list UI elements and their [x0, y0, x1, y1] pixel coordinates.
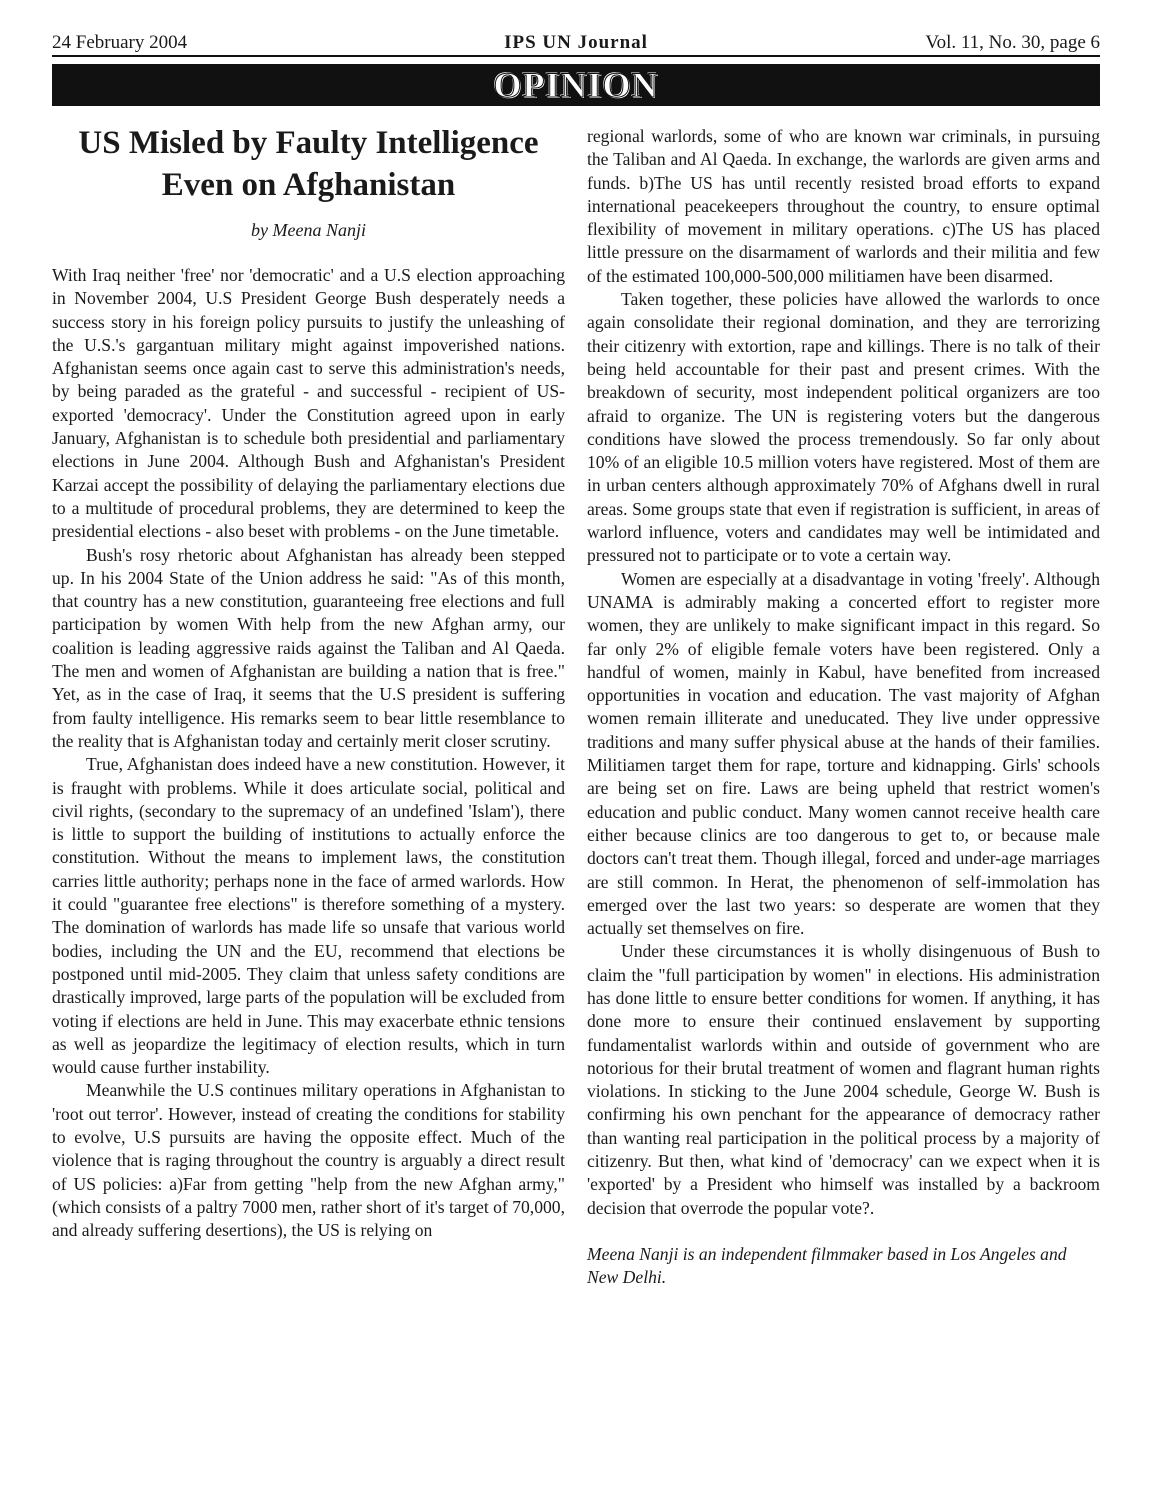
- left-column: [52, 264, 565, 1242]
- right-column: [587, 125, 1100, 1290]
- paragraph: Under these circumstances it is wholly disingenuous of Bush to claim the "full participation by women" in elections. His administration has done little to ensure better conditions for women. If anything, it has done more to ensure their continued enslavement by supporting fundamentalist warlords within and outside of government who are notorious for their brutal treatment of women and flagrant human rights violations. In sticking to the June 2004 schedule, George W. Bush is confirming his own penchant for the appearance of democracy rather than wanting real participation in the political process by a majority of citizenry. But then, what kind of 'democracy' can we expect when it is 'exported' by a President who himself was installed by a backroom decision that overrode the popular vote?.: [587, 941, 1100, 1218]
- issue-date: 24 February 2004: [52, 32, 188, 53]
- paragraph: Women are especially at a disadvantage in voting 'freely'. Although UNAMA is admirably making a concerted effort to register more women, they are unlikely to make significant impact in this regard. So far only 2% of eligible female voters have been registered. Only a handful of women, mainly in Kabul, have benefited from increased opportunities in vocation and education. The vast majority of Afghan women remain illiterate and uneducated. They live under oppressive traditions and many suffer physical abuse at the hands of their families. Militiamen target them for rape, torture and kidnapping. Girls' schools are being set on fire. Laws are being upheld that restrict women's education and public conduct. Many women cannot receive health care either because clinics are too dangerous to get to, or because male doctors can't treat them. Though illegal, forced and under-age marriages are still common. In Herat, the phenomenon of self-immolation has emerged over the last two years: so desperate are women that they actually set themselves on fire.: [587, 568, 1100, 939]
- paragraph: Meanwhile the U.S continues military operations in Afghanistan to 'root out terror'. However, instead of creating the conditions for stability to evolve, U.S pursuits are having the opposite effect. Much of the violence that is raging throughout the country is arguably a direct result of US policies: a)Far from getting "help from the new Afghan army," (which consists of a paltry 7000 men, rather short of it's target of 70,000, and already suffering desertions), the US is relying on: [52, 1080, 565, 1241]
- paragraph: regional warlords, some of who are known war criminals, in pursuing the Taliban and Al Qaeda. In exchange, the warlords are given arms and funds. b)The US has until recently resisted broad efforts to expand international peacekeepers throughout the country, to ensure optimal flexibility of movement in military operations. c)The US has placed little pressure on the disarmament of warlords and their militia and few of the estimated 100,000-500,000 militiamen have been disarmed.: [587, 126, 1100, 286]
- paragraph: Taken together, these policies have allowed the warlords to once again consolidate their regional domination, and they are terrorizing their citizenry with extortion, rape and killings. There is no talk of their being held accountable for their past and present crimes. With the breakdown of security, most independent political organizers are too afraid to organize. The UN is registering voters but the dangerous conditions have slowed the process tremendously. So far only about 10% of an eligible 10.5 million voters have registered. Most of them are in urban centers although approximately 70% of Afghans dwell in rural areas. Some groups state that even if registration is sufficient, in areas of warlord influence, voters and candidates may well be intimidated and pressured not to participate or to vote a certain way.: [587, 289, 1100, 566]
- journal-title: IPS UN Journal: [504, 32, 648, 53]
- author-bio: Meena Nanji is an independent filmmaker based in Los Angeles and New Delhi.: [587, 1243, 1067, 1288]
- header-rule: [52, 55, 1100, 57]
- page-header: [52, 30, 1100, 56]
- section-title: OPINION: [493, 65, 659, 105]
- paragraph: With Iraq neither 'free' nor 'democratic' and a U.S election approaching in November 2004, U.S President George Bush desperately needs a success story in his foreign policy pursuits to justify the unleashing of the U.S.'s gargantuan military might against impoverished nations. Afghanistan seems once again cast to serve this administration's needs, by being paraded as the grateful - and successful - recipient of US-exported 'democracy'. Under the Constitution agreed upon in early January, Afghanistan is to schedule both presidential and parliamentary elections in June 2004. Although Bush and Afghanistan's President Karzai accept the possibility of delaying the parliamentary elections due to a multitude of procedural problems, they are determined to keep the presidential elections - also beset with problems - on the June timetable.: [52, 265, 565, 542]
- paragraph: True, Afghanistan does indeed have a new constitution. However, it is fraught with problems. While it does articulate social, political and civil rights, (secondary to the supremacy of an undefined 'Islam'), there is little to support the building of institutions to actually enforce the constitution. Without the means to implement laws, the constitution carries little authority; perhaps none in the face of armed warlords. How it could "guarantee free elections" is therefore something of a mystery. The domination of warlords has made life so unsafe that various world bodies, including the UN and the EU, recommend that elections be postponed until mid-2005. They claim that unless safety conditions are drastically improved, large parts of the population will be excluded from voting if elections are held in June. This may exacerbate ethnic tensions as well as jeopardize the legitimacy of election results, which in turn would cause further instability.: [52, 754, 565, 1078]
- article-headline: US Misled by Faulty Intelligence Even on Afghanistan: [78, 125, 539, 203]
- section-banner: [52, 64, 1100, 106]
- paragraph: Bush's rosy rhetoric about Afghanistan has already been stepped up. In his 2004 State of the Union address he said: "As of this month, that country has a new constitution, guaranteeing free elections and full participation by women With help from the new Afghan army, our coalition is leading aggressive raids against the Taliban and Al Qaeda. The men and women of Afghanistan are building a nation that is free." Yet, as in the case of Iraq, it seems that the U.S president is suffering from faulty intelligence. His remarks seem to bear little resemblance to the reality that is Afghanistan today and certainly merit closer scrutiny.: [52, 544, 565, 751]
- volume-page: Vol. 11, No. 30, page 6: [925, 32, 1100, 53]
- article-byline: by Meena Nanji: [251, 220, 366, 240]
